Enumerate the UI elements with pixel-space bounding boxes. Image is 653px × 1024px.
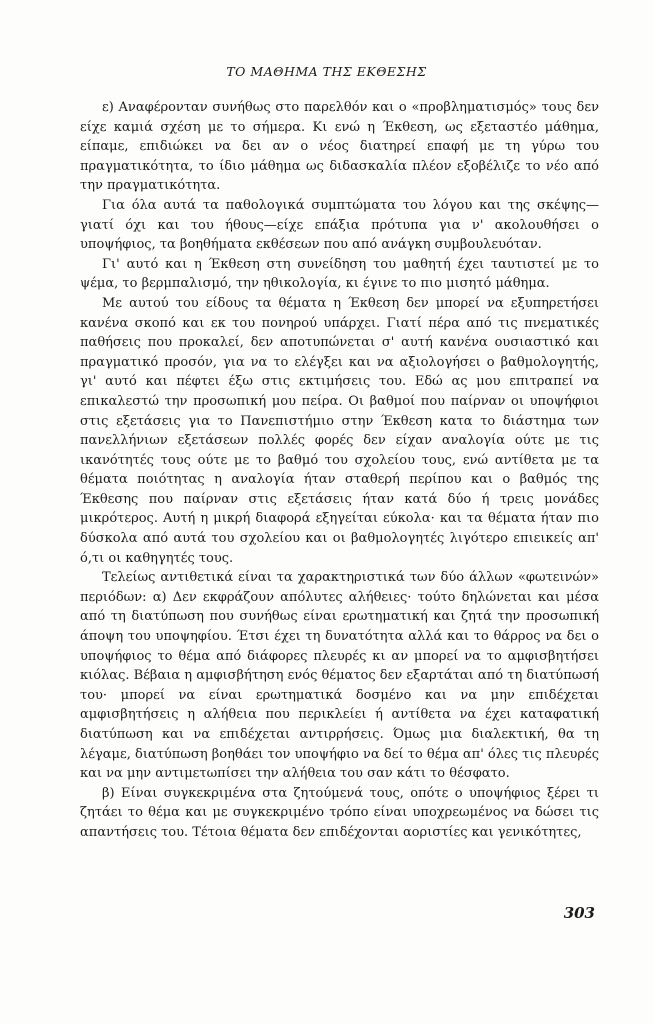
- paragraph-personal-experience: Με αυτού του είδους τα θέματα η Έκθεση δεν μπορεί να εξυπηρετήσει κανένα σκοπό και εκ του πονηρού υπάρχει. Γιατί πέρα από τις πνεματικές παθήσεις που προκαλεί, δεν αποτυπώνεται σ' αυτή κανένα ουσιαστικό και πραγματικό προσόν, για να το ελέγξει και να αξιολογήσει ο βαθμολογητής, γι' αυτό και πέφτει έξω στις εκτιμήσεις του. Εδώ ας μου επιτραπεί να επικαλεστώ την προσωπική μου πείρα. Οι βαθμοί που παίρναν οι υποψήφιοι στις εξετάσεις για το Πανεπιστήμιο στην Έκθεση κατα το διάστημα των πανελλήνιων εξετάσεων πολλές φορές δεν είχαν αναλογία ούτε με τις ικανότητές τους ούτε με το βαθμό του σχολείου τους, ενώ αντίθετα με τα θέματα ποιότητας η αναλογία ήταν σταθερή περίπου και ο βαθμός της Έκθεσης που παίρναν στις εξετάσεις ήταν κατά δύο ή τρεις μονάδες μικρότερος. Αυτή η μικρή διαφορά εξηγείται εύκολα· και τα θέματα ήταν πιο δύσκολα από αυτά του σχολείου και οι βαθμολογητές λιγότερο επιεικείς απ' ό,τι οι καθηγητές τους.: [80, 295, 599, 566]
- paragraph-e: ε) Αναφέρονταν συνήθως στο παρελθόν και ο «προβληματισμός» τους δεν είχε καμιά σχέση με το σήμερα. Κι ενώ η Έκθεση, ως εξεταστέο μάθημα, είπαμε, επιδιώκει να δει αν ο νέος διατηρεί επαφή με τη γύρω του πραγματικότητα, το ίδιο μάθημα ως διδασκαλία πλέον εξοβέλιζε το νέο από την πραγματικότητα.: [80, 100, 599, 194]
- body-text: [80, 98, 599, 843]
- page-number: 303: [563, 904, 595, 922]
- paragraph-characteristics-a: Τελείως αντιθετικά είναι τα χαρακτηριστικά των δύο άλλων «φωτεινών» περιόδων: α) Δεν εκφράζουν απόλυτες αλήθειες· τούτο δηλώνεται και μέσα από τη διατύπωση που συνήθως είναι ερωτηματική και ζητά την προσωπική άποψη του υποψηφίου. Έτσι έχει τη δυνατότητα αλλά και το θάρρος να δει ο υποψήφιος το θέμα από διάφορες πλευρές κι αν μπορεί να το αμφισβητήσει κιόλας. Βέβαια η αμφισβήτηση ενός θέματος δεν εξαρτάται από τη διατύπωσή του· μπορεί να είναι ερωτηματικά δοσμένο και να μην επιδέχεται αμφισβητήσεις η αλήθεια που περικλείει ή αντίθετα να έχει καταφατική διατύπωση και να επιδέχεται αντιρρήσεις. Όμως μια διαλεκτική, θα τη λέγαμε, διατύπωση βοηθάει τον υποψήφιο να δεί το θέμα απ' όλες τις πλευρές και να μην αντιμετωπίσει την αλήθεια του σαν κάτι το θέσφατο.: [80, 570, 599, 782]
- running-title: ΤΟ ΜΑΘΗΜΑ ΤΗΣ ΕΚΘΕΣΗΣ: [226, 64, 427, 79]
- paragraph-pathological-symptoms: Για όλα αυτά τα παθολογικά συμπτώματα του λόγου και της σκέψης—γιατί όχι και του ήθους—είχε επάξια πρότυπα για ν' ακολουθήσει ο υποψήφιος, τα βοηθήματα εκθέσεων που από ανάγκη συμβουλευόταν.: [80, 197, 599, 253]
- paragraph-hated-subject: Γι' αυτό και η Έκθεση στη συνείδηση του μαθητή έχει ταυτιστεί με το ψέμα, το βερμπαλισμό, την ηθικολογία, κι έγινε το πιο μισητό μάθημα.: [80, 256, 599, 292]
- paragraph-characteristics-b: β) Είναι συγκεκριμένα στα ζητούμενά τους, οπότε ο υποψήφιος ξέρει τι ζητάει το θέμα και με συγκεκριμένο τρόπο είναι υποχρεωμένος να δώσει τις απαντήσεις του. Τέτοια θέματα δεν επιδέχονται αοριστίες και γενικότητες,: [80, 785, 599, 840]
